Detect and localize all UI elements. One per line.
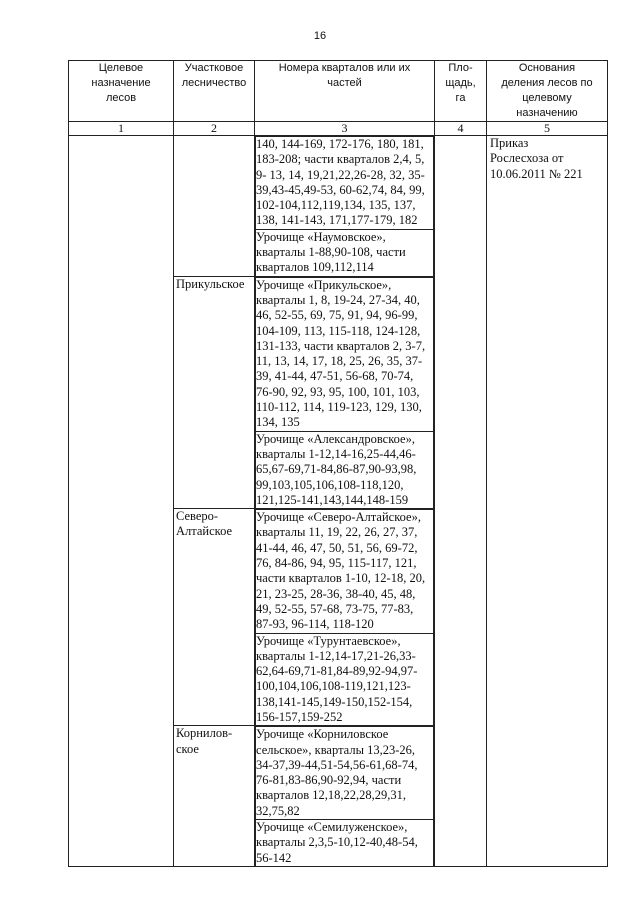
text-line: 138, 141-143, 171,177-179, 182 bbox=[256, 213, 418, 228]
table-row bbox=[69, 136, 608, 277]
purpose-cell bbox=[69, 136, 174, 867]
quarters-subtable bbox=[255, 136, 434, 276]
text-line: Северо- bbox=[176, 509, 219, 524]
text-line: кварталы 1, 8, 19-24, 27-34, 40, bbox=[256, 292, 420, 307]
text-line: 76, 84-86, 94, 95, 115-117, 121, bbox=[256, 556, 417, 571]
text-line: Пло- bbox=[448, 62, 473, 74]
column-number-row bbox=[69, 122, 608, 136]
text-line: Урочище «Прикульское», bbox=[256, 277, 392, 292]
text-line: 140, 144-169, 172-176, 180, 181, bbox=[256, 137, 424, 151]
area-cell bbox=[435, 136, 487, 867]
text-line: 99,103,105,106,108-118,120, bbox=[256, 477, 404, 492]
quarters-entry bbox=[256, 277, 434, 431]
text-line: кварталов 109,112,114 bbox=[256, 260, 374, 275]
quarters-cell bbox=[255, 136, 435, 277]
quarters-cell bbox=[255, 509, 435, 726]
text-line: кварталы 11, 19, 22, 26, 27, 37, bbox=[256, 525, 418, 540]
text-line: части кварталов 1-10, 12-18, 20, bbox=[256, 571, 426, 586]
text-line: 156-157,159-252 bbox=[256, 709, 343, 724]
text-line: целевому bbox=[522, 92, 572, 104]
text-line: 76-90, 92, 93, 95, 100, 101, 103, bbox=[256, 384, 420, 399]
forestry-cell bbox=[174, 509, 255, 726]
text-line: ское bbox=[176, 741, 199, 756]
text-line: 131-133, части кварталов 2, 3-7, bbox=[256, 338, 426, 353]
text-line: Прикульское bbox=[176, 276, 245, 291]
text-line: Корнилов- bbox=[176, 726, 233, 741]
text-line: Рослесхоза от bbox=[490, 151, 564, 166]
header-purpose bbox=[69, 61, 174, 122]
text-line: назначение bbox=[91, 77, 151, 89]
quarters-subtable bbox=[255, 277, 434, 508]
text-line: 46, 52-55, 69, 75, 91, 94, 96-99, bbox=[256, 308, 418, 323]
text-line: Номера кварталов или их bbox=[278, 62, 411, 74]
forestry-cell bbox=[174, 276, 255, 508]
text-line: га bbox=[455, 92, 466, 104]
text-line: 39, 41-44, 47-51, 56-68, 70-74, bbox=[256, 369, 414, 384]
quarters-cell bbox=[255, 726, 435, 867]
text-line: Участковое bbox=[184, 62, 244, 74]
text-line: Алтайское bbox=[176, 524, 233, 539]
text-line: 10.06.2011 № 221 bbox=[490, 166, 583, 181]
header-basis bbox=[487, 61, 608, 122]
text-line: кварталы 1-88,90-108, части bbox=[256, 245, 406, 260]
text-line: 104-109, 113, 115-118, 124-128, bbox=[256, 323, 421, 338]
text-line: 41-44, 46, 47, 50, 51, 56, 69-72, bbox=[256, 540, 418, 555]
quarters-entry bbox=[256, 727, 434, 820]
header-row bbox=[69, 61, 608, 122]
quarters-entry bbox=[256, 633, 434, 725]
text-line: Приказ bbox=[490, 136, 529, 150]
quarters-entry bbox=[256, 510, 434, 633]
quarters-subtable bbox=[255, 726, 434, 866]
quarters-cell bbox=[255, 276, 435, 508]
text-line: 65,67-69,71-84,86-87,90-93,98, bbox=[256, 462, 417, 477]
text-line: щадь, bbox=[445, 77, 476, 89]
text-line: Урочище «Корниловское bbox=[256, 727, 389, 742]
basis-cell bbox=[487, 136, 608, 867]
text-line: Урочище «Турунтаевское», bbox=[256, 633, 401, 648]
text-line: лесов bbox=[105, 92, 137, 104]
quarters-subtable bbox=[255, 509, 434, 725]
column-number: 1 bbox=[69, 122, 174, 136]
quarters-entry bbox=[256, 431, 434, 508]
text-line: 87-93, 96-114, 118-120 bbox=[256, 617, 374, 632]
text-line: 100,104,106,108-119,121,123- bbox=[256, 679, 411, 694]
text-line: 32,75,82 bbox=[256, 803, 300, 818]
text-line: Урочище «Наумовское», bbox=[256, 229, 386, 244]
text-line: деления лесов по bbox=[501, 77, 593, 89]
text-line: Целевое bbox=[98, 62, 144, 74]
text-line: 62,64-69,71-81,84-89,92-94,97- bbox=[256, 664, 418, 679]
forest-purpose-table bbox=[68, 60, 608, 867]
text-line: 76-81,83-86,90-92,94, части bbox=[256, 773, 402, 788]
column-number: 5 bbox=[487, 122, 608, 136]
text-line: 21, 23-25, 28-36, 38-40, 45, 48, bbox=[256, 586, 416, 601]
page-number: 16 bbox=[313, 30, 327, 42]
header-forestry bbox=[174, 61, 255, 122]
text-line: 121,125-141,143,144,148-159 bbox=[256, 492, 409, 507]
text-line: назначению bbox=[516, 107, 578, 119]
text-line: Урочище «Северо-Алтайское», bbox=[256, 510, 421, 525]
text-line: 39,43-45,49-53, 60-62,74, 84, 99, bbox=[256, 182, 425, 197]
header-quarters bbox=[255, 61, 435, 122]
text-line: лесничество bbox=[181, 77, 247, 89]
quarters-entry bbox=[256, 137, 434, 230]
text-line: Основания bbox=[518, 62, 576, 74]
quarters-entry bbox=[256, 229, 434, 275]
text-line: 56-142 bbox=[256, 850, 292, 865]
column-number: 3 bbox=[255, 122, 435, 136]
quarters-entry bbox=[256, 820, 434, 866]
text-line: 134, 135 bbox=[256, 415, 300, 430]
text-line: 183-208; части кварталов 2,4, 5, bbox=[256, 152, 425, 167]
text-line: 9- 13, 14, 19,21,22,26-28, 32, 35- bbox=[256, 167, 425, 182]
column-number: 4 bbox=[435, 122, 487, 136]
column-number: 2 bbox=[174, 122, 255, 136]
text-line: частей bbox=[327, 77, 362, 89]
text-line: Урочище «Александровское», bbox=[256, 431, 415, 446]
forestry-cell bbox=[174, 136, 255, 277]
forestry-cell bbox=[174, 726, 255, 867]
text-line: 138,141-145,149-150,152-154, bbox=[256, 694, 413, 709]
text-line: сельское», кварталы 13,23-26, bbox=[256, 742, 416, 757]
text-line: кварталы 2,3,5-10,12-40,48-54, bbox=[256, 835, 418, 850]
text-line: 49, 52-55, 57-68, 73-75, 77-83, bbox=[256, 601, 414, 616]
text-line: 102-104,112,119,134, 135, 137, bbox=[256, 198, 416, 213]
text-line: 34-37,39-44,51-54,56-61,68-74, bbox=[256, 757, 418, 772]
text-line: 11, 13, 14, 17, 18, 25, 26, 35, 37- bbox=[256, 354, 423, 369]
text-line: Урочище «Семилуженское», bbox=[256, 820, 408, 835]
text-line: кварталы 1-12,14-16,25-44,46- bbox=[256, 446, 416, 461]
text-line: 110-112, 114, 119-123, 129, 130, bbox=[256, 400, 422, 415]
header-area bbox=[435, 61, 487, 122]
text-line: кварталы 1-12,14-17,21-26,33- bbox=[256, 648, 416, 663]
text-line: кварталов 12,18,22,28,29,31, bbox=[256, 788, 406, 803]
